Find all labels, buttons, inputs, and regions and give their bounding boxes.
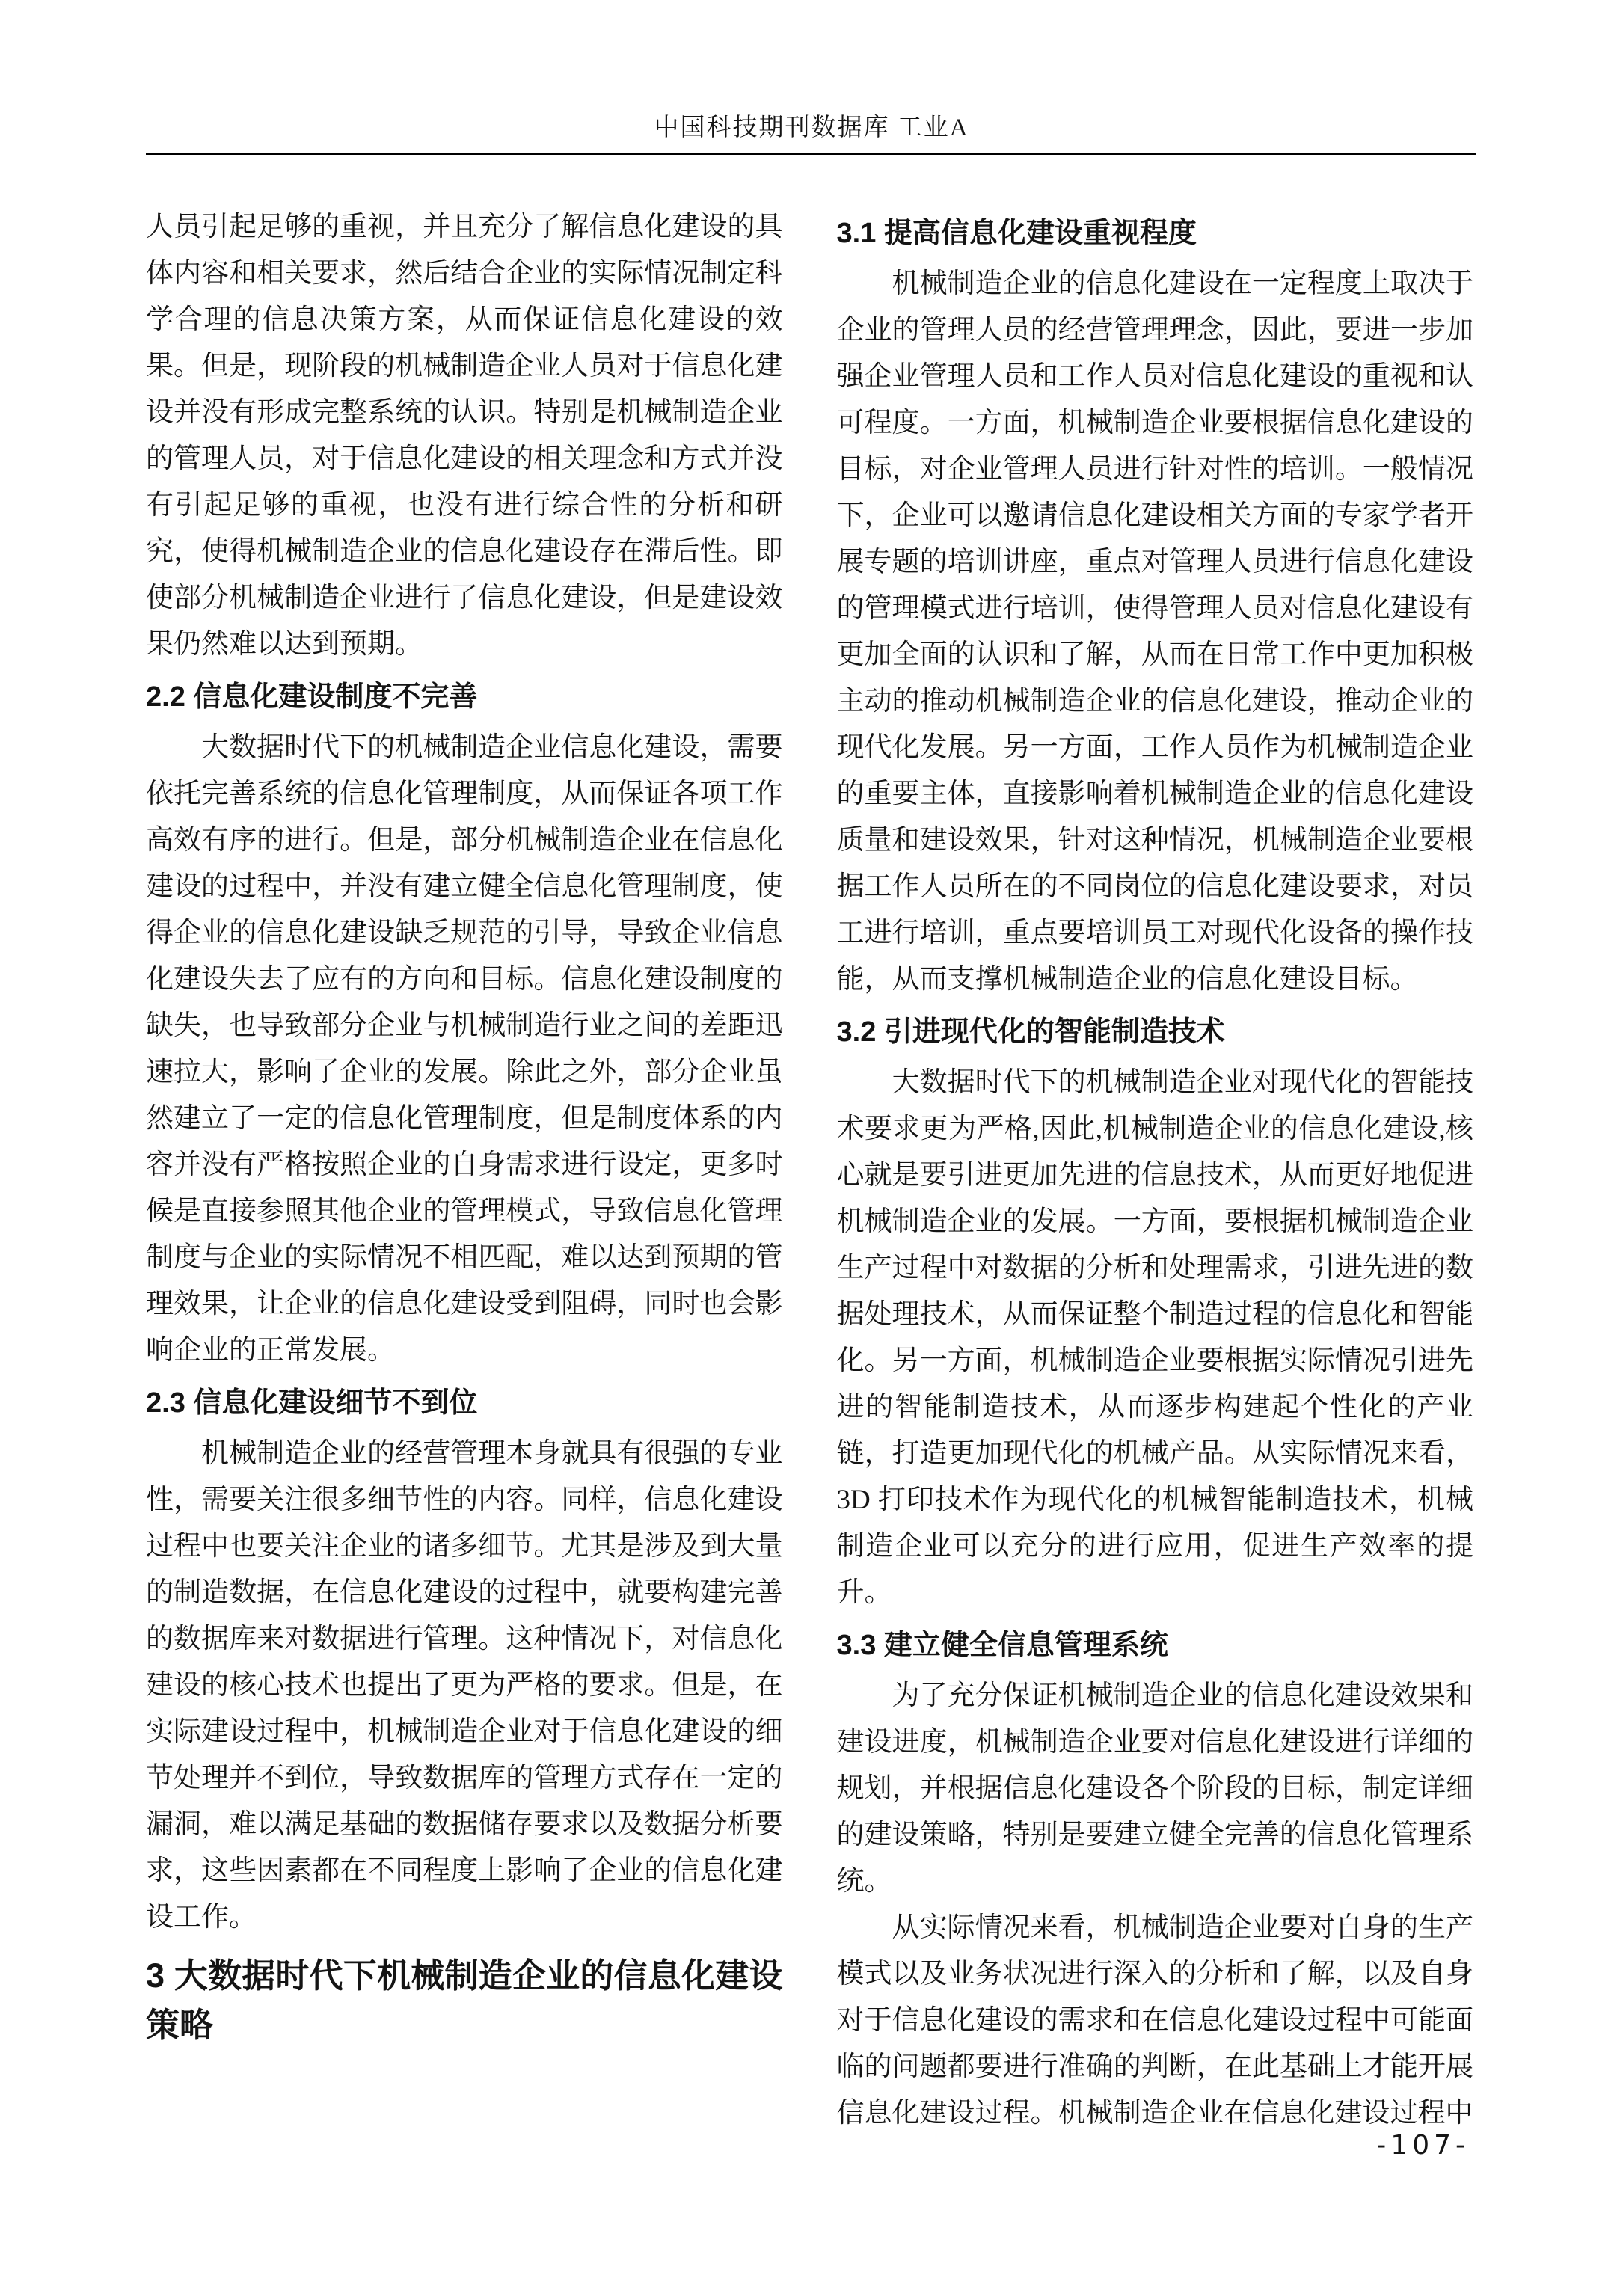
section-heading-2-3: 2.3 信息化建设细节不到位 [146, 1387, 478, 1419]
section-3-2-paragraph: 大数据时代下的机械制造企业对现代化的智能技术要求更为严格,因此,机械制造企业的信息化建设,核心就是要引进更加先进的信息技术，从而更好地促进机械制造企业的发展。一方面，要根据机械制造企业生产过程中对数据的分析和处理需求，引进先进的数据处理技术，从而保证整个制造过程的信息化和智能化。另一方面，机械制造企业要根据实际情况引进先进的智能制造技术，从而逐步构建起个性化的产业链，打造更加现代化的机械产品。从实际情况来看，3D 打印技术作为现代化的机械智能制造技术，机械制造企业可以充分的进行应用，促进生产效率的提升。 [836, 1067, 1473, 1608]
section-heading-3-2: 3.2 引进现代化的智能制造技术 [836, 1016, 1225, 1048]
section-3-1-paragraph: 机械制造企业的信息化建设在一定程度上取决于企业的管理人员的经营管理理念，因此，要进一步加强企业管理人员和工作人员对信息化建设的重视和认可程度。一方面，机械制造企业要根据信息化建设的目标，对企业管理人员进行针对性的培训。一般情况下，企业可以邀请信息化建设相关方面的专家学者开展专题的培训讲座，重点对管理人员进行信息化建设的管理模式进行培训，使得管理人员对信息化建设有更加全面的认识和了解，从而在日常工作中更加积极主动的推动机械制造企业的信息化建设，推动企业的现代化发展。另一方面，工作人员作为机械制造企业的重要主体，直接影响着机械制造企业的信息化建设质量和建设效果，针对这种情况，机械制造企业要根据工作人员所在的不同岗位的信息化建设要求，对员工进行培训，重点要培训员工对现代化设备的操作技能，从而支撑机械制造企业的信息化建设目标。 [836, 268, 1473, 995]
left-column [146, 204, 783, 2137]
section-3-3-paragraph-1: 为了充分保证机械制造企业的信息化建设效果和建设进度，机械制造企业要对信息化建设进行详细的规划，并根据信息化建设各个阶段的目标，制定详细的建设策略，特别是要建立健全完善的信息化管理系统。 [836, 1680, 1473, 1897]
header-rule [146, 153, 1476, 155]
intro-paragraph: 人员引起足够的重视，并且充分了解信息化建设的具体内容和相关要求，然后结合企业的实际情况制定科学合理的信息决策方案，从而保证信息化建设的效果。但是，现阶段的机械制造企业人员对于信息化建设并没有形成完整系统的认识。特别是机械制造企业的管理人员，对于信息化建设的相关理念和方式并没有引起足够的重视，也没有进行综合性的分析和研究，使得机械制造企业的信息化建设存在滞后性。即使部分机械制造企业进行了信息化建设，但是建设效果仍然难以达到预期。 [146, 212, 783, 660]
section-2-3-paragraph: 机械制造企业的经营管理本身就具有很强的专业性，需要关注很多细节性的内容。同样，信息化建设过程中也要关注企业的诸多细节。尤其是涉及到大量的制造数据，在信息化建设的过程中，就要构建完善的数据库来对数据进行管理。这种情况下，对信息化建设的核心技术也提出了更为严格的要求。但是，在实际建设过程中，机械制造企业对于信息化建设的细节处理并不到位，导致数据库的管理方式存在一定的漏洞，难以满足基础的数据储存要求以及数据分析要求，这些因素都在不同程度上影响了企业的信息化建设工作。 [146, 1438, 783, 1933]
two-column-layout [146, 204, 1473, 2137]
page-number: -107- [1376, 2130, 1470, 2161]
section-2-2-paragraph: 大数据时代下的机械制造企业信息化建设，需要依托完善系统的信息化管理制度，从而保证各项工作高效有序的进行。但是，部分机械制造企业在信息化建设的过程中，并没有建立健全信息化管理制度，使得企业的信息化建设缺乏规范的引导，导致企业信息化建设失去了应有的方向和目标。信息化建设制度的缺失，也导致部分企业与机械制造行业之间的差距迅速拉大，影响了企业的发展。除此之外，部分企业虽然建立了一定的信息化管理制度，但是制度体系的内容并没有严格按照企业的自身需求进行设定，更多时候是直接参照其他企业的管理模式，导致信息化管理制度与企业的实际情况不相匹配，难以达到预期的管理效果，让企业的信息化建设受到阻碍，同时也会影响企业的正常发展。 [146, 732, 783, 1366]
chapter-heading-3: 3 大数据时代下机械制造企业的信息化建设策略 [146, 1956, 783, 2044]
section-heading-3-3: 3.3 建立健全信息管理系统 [836, 1630, 1168, 1661]
right-column [837, 204, 1474, 2137]
page-header-title: 中国科技期刊数据库 工业A [654, 114, 969, 141]
section-heading-2-2: 2.2 信息化建设制度不完善 [146, 681, 478, 713]
section-3-3-paragraph-2: 从实际情况来看，机械制造企业要对自身的生产模式以及业务状况进行深入的分析和了解，以及自身对于信息化建设的需求和在信息化建设过程中可能面临的问题都要进行准确的判断，在此基础上才能开展信息化建设过程。机械制造企业在信息化建设过程中 [836, 1912, 1473, 2128]
section-heading-3-1: 3.1 提高信息化建设重视程度 [836, 218, 1197, 249]
